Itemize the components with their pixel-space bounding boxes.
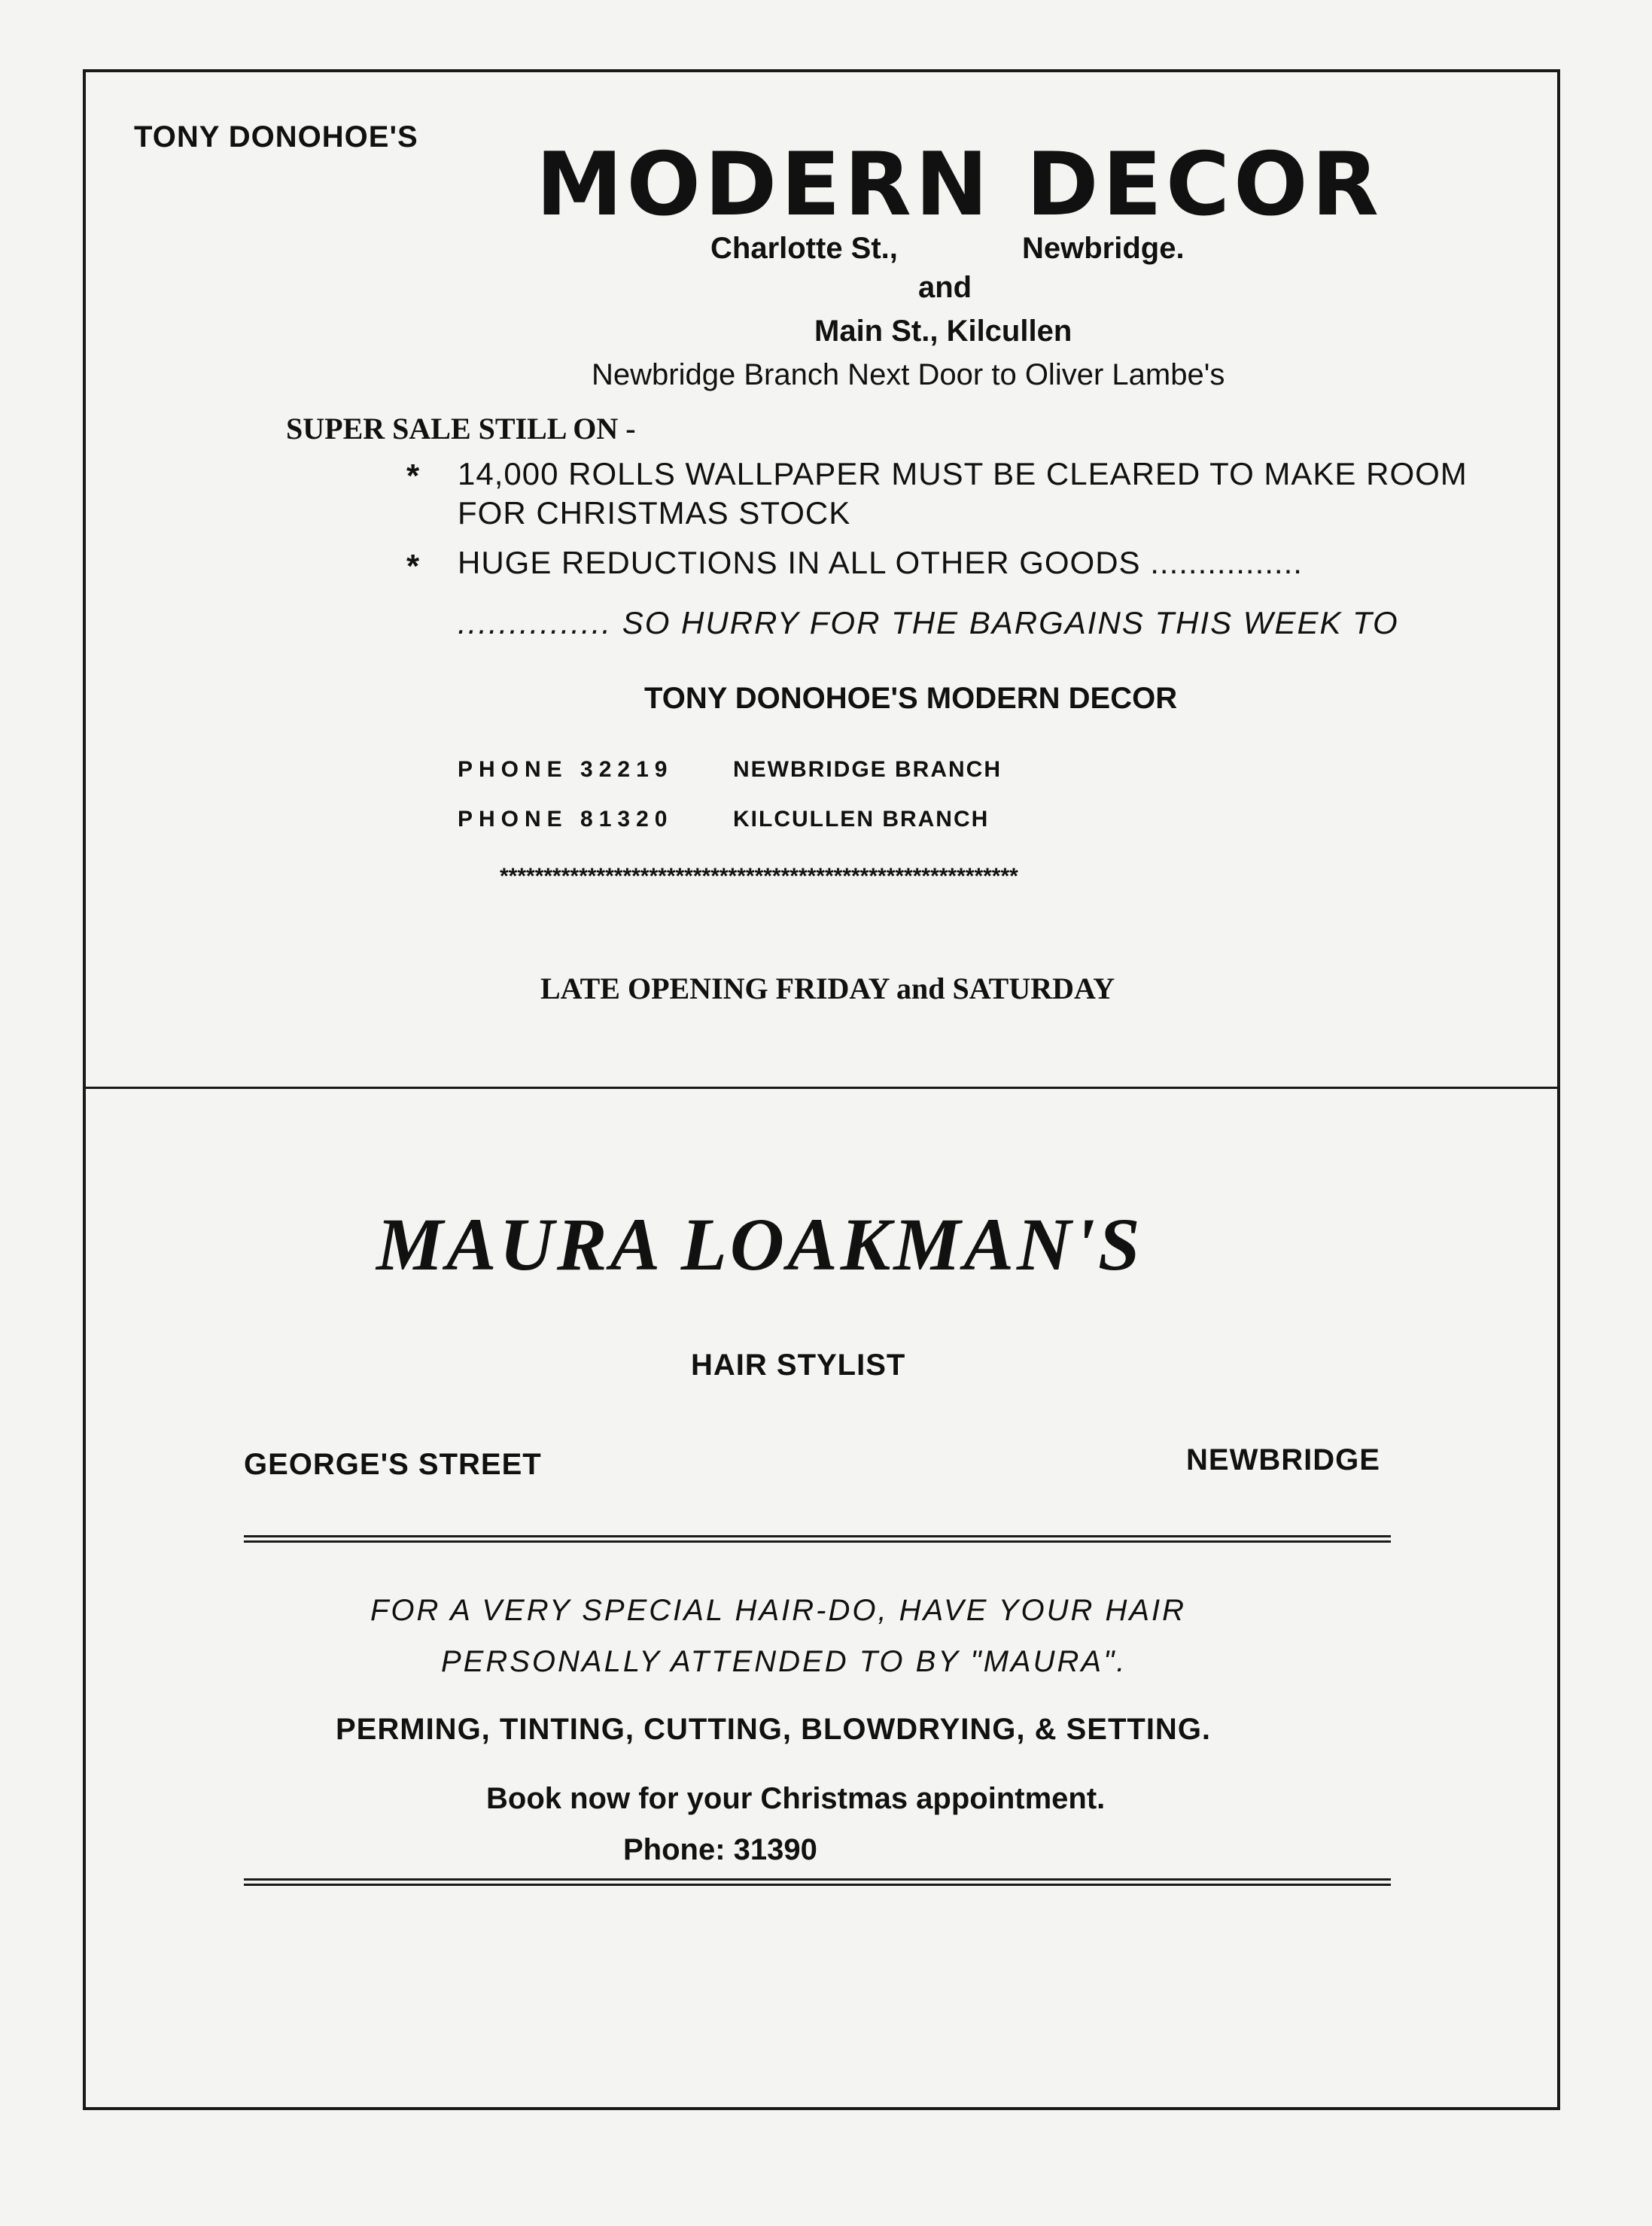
modern-decor-address-town: Newbridge. bbox=[1022, 232, 1185, 265]
modern-decor-hurry-line: ............... SO HURRY FOR THE BARGAINS THIS WEEK TO bbox=[458, 605, 1399, 640]
modern-decor-phone-newbridge: PHONE 32219 bbox=[458, 757, 674, 782]
double-rule-divider bbox=[244, 1535, 1391, 1543]
maura-loakman-services: PERMING, TINTING, CUTTING, BLOWDRYING, & SETTING. bbox=[336, 1713, 1212, 1746]
maura-loakman-town: NEWBRIDGE bbox=[1186, 1443, 1380, 1476]
modern-decor-branch-note: Newbridge Branch Next Door to Oliver Lambe's bbox=[592, 358, 1225, 391]
modern-decor-address-street: Charlotte St., bbox=[710, 232, 898, 265]
maura-loakman-phone: Phone: 31390 bbox=[623, 1833, 817, 1866]
modern-decor-sale-heading: SUPER SALE STILL ON - bbox=[286, 412, 636, 446]
modern-decor-star-separator: *********************************************************** bbox=[500, 864, 1018, 889]
modern-decor-owner: TONY DONOHOE'S bbox=[134, 120, 418, 154]
bullet-star-icon: * bbox=[406, 458, 420, 494]
modern-decor-and: and bbox=[918, 271, 972, 304]
modern-decor-title: MODERN DECOR bbox=[536, 134, 1383, 236]
bullet-star-icon: * bbox=[406, 548, 420, 585]
maura-loakman-tagline-1: FOR A VERY SPECIAL HAIR-DO, HAVE YOUR HAIR bbox=[370, 1594, 1187, 1627]
modern-decor-late-opening: LATE OPENING FRIDAY and SATURDAY bbox=[540, 972, 1115, 1005]
modern-decor-bullet-reductions: HUGE REDUCTIONS IN ALL OTHER GOODS ................ bbox=[458, 545, 1303, 580]
maura-loakman-title: MAURA LOAKMAN'S bbox=[376, 1203, 1143, 1286]
modern-decor-branch-newbridge: NEWBRIDGE BRANCH bbox=[733, 757, 1002, 782]
maura-loakman-street: GEORGE'S STREET bbox=[244, 1448, 542, 1481]
ad-divider bbox=[83, 1087, 1560, 1089]
modern-decor-address-kilcullen: Main St., Kilcullen bbox=[814, 315, 1072, 348]
modern-decor-phone-kilcullen: PHONE 81320 bbox=[458, 807, 674, 832]
modern-decor-name-repeat: TONY DONOHOE'S MODERN DECOR bbox=[644, 682, 1178, 715]
maura-loakman-booking: Book now for your Christmas appointment. bbox=[486, 1782, 1106, 1815]
maura-loakman-tagline-2: PERSONALLY ATTENDED TO BY "MAURA". bbox=[441, 1645, 1127, 1678]
maura-loakman-subtitle: HAIR STYLIST bbox=[691, 1349, 906, 1382]
modern-decor-bullet-wallpaper: 14,000 ROLLS WALLPAPER MUST BE CLEARED TO MAKE ROOM FOR CHRISTMAS STOCK bbox=[458, 456, 1468, 531]
modern-decor-branch-kilcullen: KILCULLEN BRANCH bbox=[733, 807, 990, 832]
double-rule-divider bbox=[244, 1878, 1391, 1886]
